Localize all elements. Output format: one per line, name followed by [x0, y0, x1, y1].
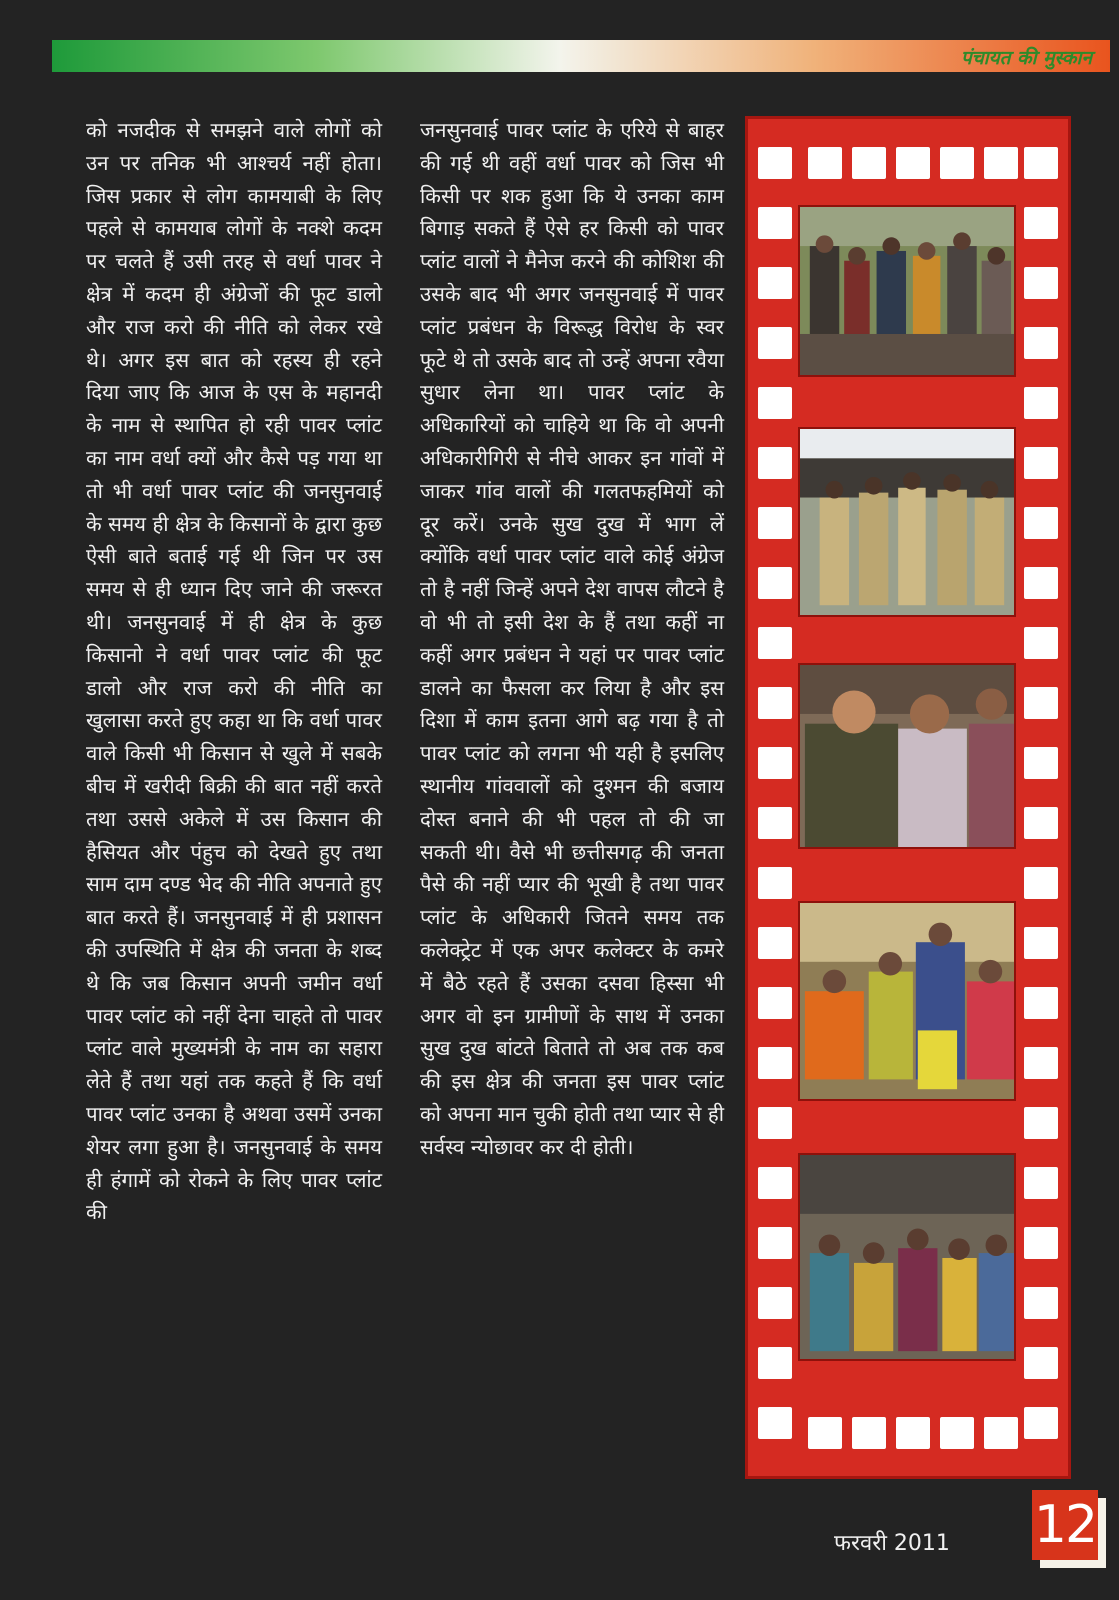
film-hole-top — [984, 147, 1018, 179]
film-hole-right — [1024, 987, 1058, 1019]
crowd-protest-photo — [798, 205, 1016, 377]
article-column-left: को नजदीक से समझने वाले लोगों को उन पर तनिक भी आश्चर्य नहीं होता। जिस प्रकार से लोग कामयाबी के लिए पहले से कामयाब लोगों के नक्शे कदम पर चलते हैं उसी तरह से वर्धा पावर ने क्षेत्र में कदम ही अंग्रेजों की फूट डालो और राज करो की नीति को लेकर रखे थे। अगर इस बात को रहस्य ही रहने दिया जाए कि आज के एस के महानदी के नाम से स्थापित हो रही पावर प्लांट का नाम वर्धा क्यों और कैसे पड़ गया था तो भी वर्धा पावर प्लांट की जनसुनवाई के समय ही क्षेत्र के किसानों के द्वारा कुछ ऐसी बाते बताई गई थी जिन पर उस समय से ही ध्यान दिए जाने की जरूरत थी। जनसुनवाई में ही क्षेत्र के कुछ किसानो ने वर्धा पावर प्लांट की फूट डालो और राज करो की नीति का खुलासा करते हुए कहा था कि वर्धा पावर वाले किसी भी किसान से खुले में सबके बीच में खरीदी बिक्री की बात नहीं करते तथा उससे अकेले में उस किसान की हैसियत और पंहुच को देखते हुए तथा साम दाम दण्ड भेद की नीति अपनाते हुए बात करते हैं। जनसुनवाई में ही प्रशासन की उपस्थिति में क्षेत्र की जनता के शब्द थे कि जब किसान अपनी जमीन वर्धा पावर प्लांट को नहीं देना चाहते तो पावर प्लांट वाले मुख्यमंत्री के नाम का सहारा लेते हैं तथा यहां तक कहते हैं कि वर्धा पावर प्लांट उनका है अथवा उसमें उनका शेयर लगा हुआ है। जनसुनवाई के समय ही हंगामें को रोकने के लिए पावर प्लांट की — [86, 118, 382, 1225]
film-hole-top — [808, 147, 842, 179]
film-hole-right — [1024, 807, 1058, 839]
film-hole-left — [758, 1047, 792, 1079]
page-number: 12 — [1032, 1490, 1098, 1560]
film-hole-bottom — [984, 1417, 1018, 1449]
film-hole-right — [1024, 1107, 1058, 1139]
women-protest-photo — [798, 901, 1016, 1101]
film-hole-right — [1024, 687, 1058, 719]
film-hole-right — [1024, 327, 1058, 359]
film-hole-right — [1024, 1047, 1058, 1079]
film-hole-right — [1024, 1167, 1058, 1199]
film-hole-bottom — [808, 1417, 842, 1449]
film-strip-photo-frame — [745, 116, 1071, 1479]
film-hole-top — [852, 147, 886, 179]
film-hole-left — [758, 1227, 792, 1259]
film-hole-left — [758, 327, 792, 359]
film-hole-left — [758, 567, 792, 599]
film-hole-right — [1024, 447, 1058, 479]
film-hole-left — [758, 1167, 792, 1199]
issue-date: फरवरी 2011 — [834, 1531, 950, 1556]
officials-seated-photo — [798, 663, 1016, 849]
film-hole-right — [1024, 627, 1058, 659]
magazine-title: पंचायत की मुस्कान — [960, 47, 1092, 69]
film-hole-left — [758, 747, 792, 779]
film-hole-left — [758, 387, 792, 419]
film-hole-left — [758, 927, 792, 959]
film-hole-left — [758, 987, 792, 1019]
film-hole-right — [1024, 147, 1058, 179]
film-hole-left — [758, 867, 792, 899]
film-hole-right — [1024, 387, 1058, 419]
film-hole-left — [758, 1287, 792, 1319]
film-hole-top — [896, 147, 930, 179]
film-hole-left — [758, 1347, 792, 1379]
film-hole-top — [940, 147, 974, 179]
header-bar — [52, 40, 1110, 72]
film-hole-right — [1024, 867, 1058, 899]
film-hole-left — [758, 447, 792, 479]
film-hole-left — [758, 1407, 792, 1439]
film-hole-right — [1024, 1347, 1058, 1379]
film-hole-left — [758, 207, 792, 239]
film-hole-right — [1024, 747, 1058, 779]
film-hole-left — [758, 807, 792, 839]
film-hole-right — [1024, 507, 1058, 539]
film-hole-right — [1024, 1407, 1058, 1439]
film-hole-left — [758, 147, 792, 179]
film-hole-right — [1024, 927, 1058, 959]
film-hole-left — [758, 507, 792, 539]
seated-crowd-photo — [798, 1153, 1016, 1361]
film-hole-right — [1024, 1227, 1058, 1259]
film-hole-bottom — [852, 1417, 886, 1449]
film-hole-bottom — [896, 1417, 930, 1449]
police-crowd-photo — [798, 427, 1016, 617]
film-hole-left — [758, 267, 792, 299]
film-hole-bottom — [940, 1417, 974, 1449]
film-hole-right — [1024, 267, 1058, 299]
film-hole-right — [1024, 567, 1058, 599]
film-hole-left — [758, 687, 792, 719]
film-hole-right — [1024, 1287, 1058, 1319]
article-column-middle: जनसुनवाई पावर प्लांट के एरिये से बाहर की गई थी वहीं वर्धा पावर को जिस भी किसी पर शक हुआ कि ये उनका काम बिगाड़ सकते हैं ऐसे हर किसी को पावर प्लांट वालों ने मैनेज करने की कोशिश की उसके बाद भी अगर जनसुनवाई में पावर प्लांट प्रबंधन के विरूद्ध विरोध के स्वर फूटे थे तो उसके बाद तो उन्हें अपना रवैया सुधार लेना था। पावर प्लांट के अधिकारियों को चाहिये था कि वो अपनी अधिकारीगिरी से नीचे आकर इन गांवों में जाकर गांव वालों की गलतफहमियों को दूर करें। उनके सुख दुख में भाग लें क्योंकि वर्धा पावर प्लांट वाले कोई अंग्रेज तो है नहीं जिन्हें अपने देश वापस लौटने है वो भी तो इसी देश के हैं तथा कहीं ना कहीं अगर प्रबंधन ने यहां पर पावर प्लांट डालने का फैसला कर लिया है और इस दिशा में काम इतना आगे बढ़ गया है तो पावर प्लांट को लगना भी यही है इसलिए स्थानीय गांववालों को दुश्मन की बजाय दोस्त बनाने की भी पहल तो की जा सकती थी। वैसे भी छत्तीसगढ़ की जनता पैसे की नहीं प्यार की भूखी है तथा पावर प्लांट के अधिकारी जितने समय तक कलेक्ट्रेट में एक अपर कलेक्टर के कमरे में बैठे रहते हैं उसका दसवा हिस्सा भी अगर वो इन ग्रामीणों के साथ में उनका सुख दुख बांटते बिताते तो अब तक कब की इस क्षेत्र की जनता इस पावर प्लांट को अपना मान चुकी होती तथा प्यार से ही सर्वस्व न्योछावर कर दी होती। — [420, 118, 724, 1159]
film-hole-right — [1024, 207, 1058, 239]
film-hole-left — [758, 627, 792, 659]
film-hole-left — [758, 1107, 792, 1139]
